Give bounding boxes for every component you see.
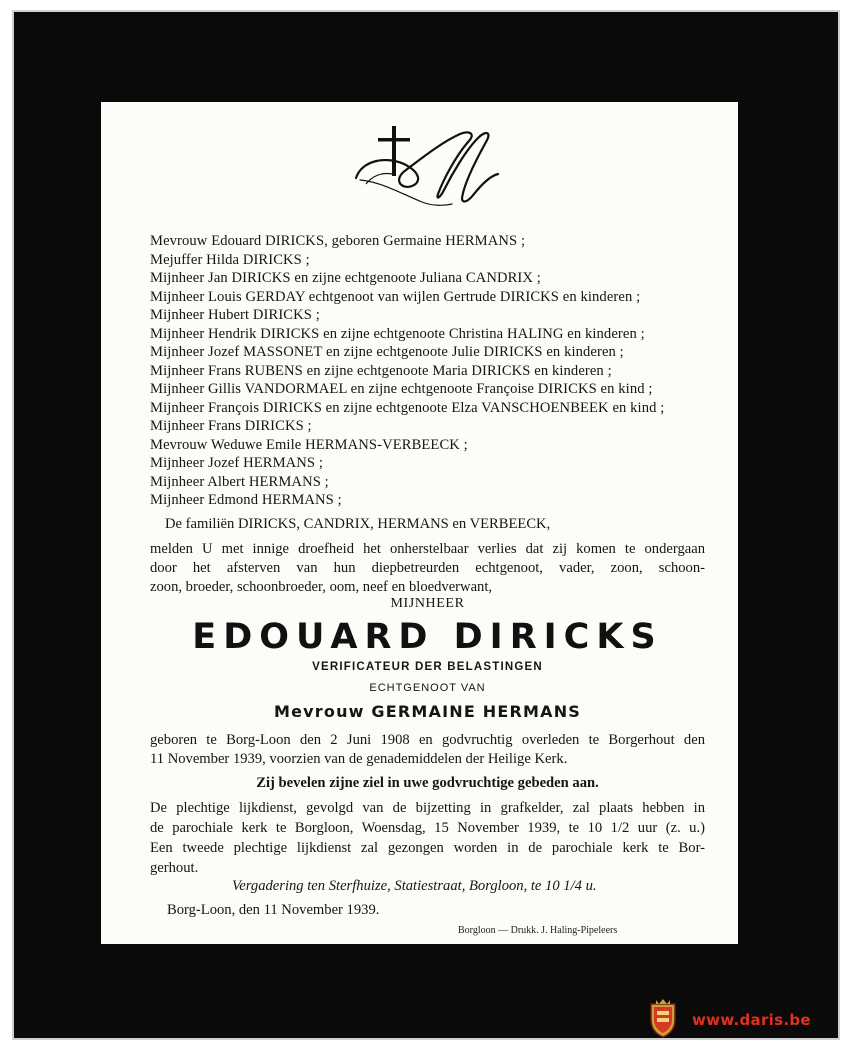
service-line: Een tweede plechtige lijkdienst zal gezongen worden in de parochiale kerk te Bor- [150, 840, 705, 856]
mourner-line: Mijnheer Gillis VANDORMAEL en zijne echtgenoote Françoise DIRICKS en kind ; [150, 381, 653, 397]
mourner-line: Mijnheer Jan DIRICKS en zijne echtgenoote Juliana CANDRIX ; [150, 270, 541, 286]
spouse-name: Mevrouw GERMAINE HERMANS [273, 702, 582, 721]
service-line: gerhout. [150, 860, 199, 876]
mourner-line: Mijnheer Albert HERMANS ; [150, 473, 329, 490]
announcement-paragraph [150, 540, 705, 597]
prayer-line: Zij bevelen zijne ziel in uwe godvruchtige gebeden aan. [256, 775, 599, 791]
mourner-line: Mijnheer Edmond HERMANS ; [150, 492, 342, 508]
mourner-line: Mevrouw Weduwe Emile HERMANS-VERBEECK ; [150, 436, 468, 453]
announcement-line: melden U met innige droefheid het onherstelbaar verlies dat zij komen te ondergaan [150, 541, 705, 557]
mourner-line: Mijnheer Frans DIRICKS ; [150, 418, 312, 434]
mourner-line: Mijnheer Jozef MASSONET en zijne echtgenoote Julie DIRICKS en kinderen ; [150, 344, 624, 360]
cross-monogram-icon [352, 120, 502, 208]
birth-death-line: geboren te Borg-Loon den 2 Juni 1908 en godvruchtig overleden te Borgerhout den [150, 732, 705, 748]
printer-credit: Borgloon — Drukk. J. Haling-Pipeleers [458, 925, 618, 936]
dateline: Borg-Loon, den 11 November 1939. [167, 902, 380, 918]
service-line: De plechtige lijkdienst, gevolgd van de bijzetting in grafkelder, zal plaats hebben in [150, 800, 705, 816]
watermark-text: www.daris.be [692, 1011, 811, 1029]
birth-death-paragraph [150, 731, 705, 769]
occupation: VERIFICATEUR DER BELASTINGEN [312, 661, 543, 673]
mourner-line: Mijnheer Louis GERDAY echtgenoot van wijlen Gertrude DIRICKS en kinderen ; [150, 288, 641, 305]
mourner-line: Mijnheer Frans RUBENS en zijne echtgenoote Maria DIRICKS en kinderen ; [150, 362, 612, 379]
families-line: De familiën DIRICKS, CANDRIX, HERMANS en VERBEECK, [165, 516, 551, 532]
mourner-line: Mevrouw Edouard DIRICKS, geboren Germaine HERMANS ; [150, 233, 526, 249]
mourner-line: Mijnheer Hendrik DIRICKS en zijne echtgenoote Christina HALING en kinderen ; [150, 325, 645, 342]
mourner-line: Mijnheer Hubert DIRICKS ; [150, 307, 320, 323]
service-paragraph [150, 798, 705, 878]
mourner-line: Mijnheer Jozef HERMANS ; [150, 455, 324, 471]
announcement-line: zoon, broeder, schoonbroeder, oom, neef en bloedverwant, [150, 579, 493, 595]
mourner-line: Mejuffer Hilda DIRICKS ; [150, 251, 310, 268]
heraldic-shield-icon [648, 998, 678, 1038]
gathering-line: Vergadering ten Sterfhuize, Statiestraat, Borgloon, te 10 1/4 u. [232, 878, 597, 894]
birth-death-line: 11 November 1939, voorzien van de genademiddelen der Heilige Kerk. [150, 751, 568, 767]
spouse-intro: ECHTGENOOT VAN [369, 682, 486, 694]
watermark [648, 998, 838, 1038]
service-line: de parochiale kerk te Borgloon, Woensdag, 15 November 1939, te 10 1/2 uur (z. u.) [150, 820, 705, 836]
deceased-name: EDOUARD DIRICKS [192, 617, 663, 657]
announcement-line: door het afsterven van hun diepbetreurden echtgenoot, vader, zoon, schoon- [150, 560, 705, 576]
mourners-list [150, 232, 710, 510]
honorific: MIJNHEER [390, 596, 465, 611]
mourner-line: Mijnheer François DIRICKS en zijne echtgenoote Elza VANSCHOENBEEK en kind ; [150, 399, 665, 416]
